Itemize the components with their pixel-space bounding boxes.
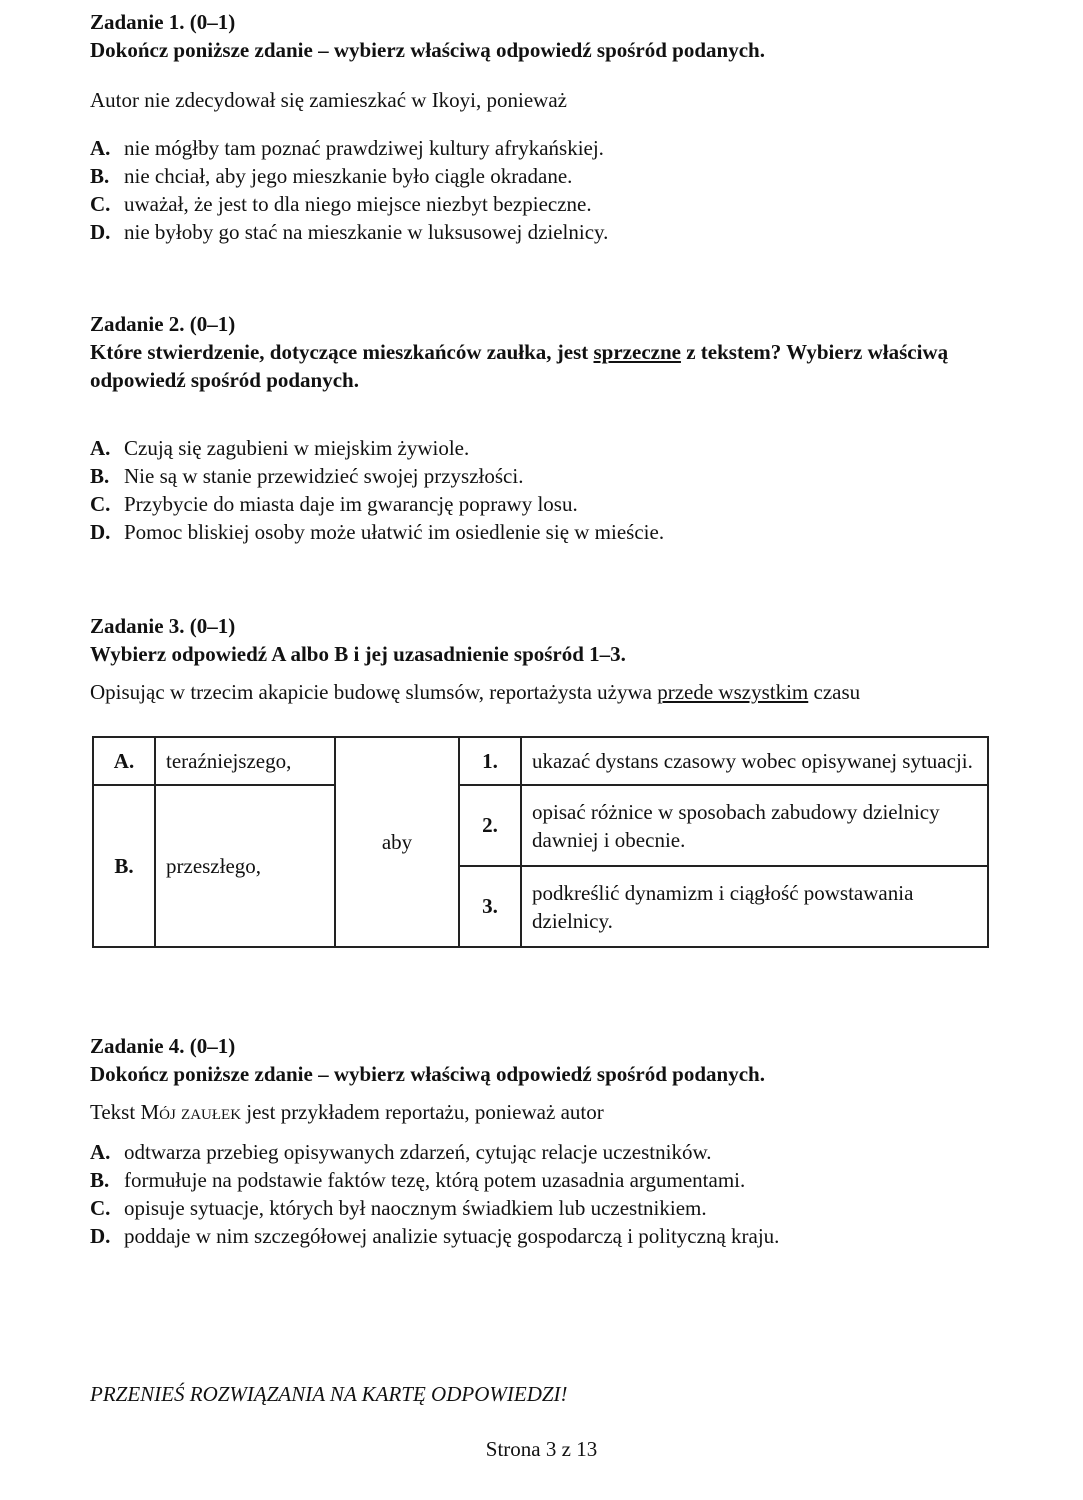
stem-text: Tekst — [90, 1100, 141, 1124]
task-2-option-c[interactable] — [90, 490, 995, 518]
option-letter: A. — [90, 436, 111, 460]
task-3-answer-grid — [92, 736, 989, 948]
instruction-text: z tekstem? Wybierz właściwą odpowiedź spośród podanych. — [90, 340, 949, 392]
option-letter: A. — [90, 1140, 111, 1164]
stem-emphasis: przede wszystkim — [657, 680, 809, 704]
choice-a-letter[interactable]: A. — [93, 737, 155, 785]
task-1-instruction: Dokończ poniższe zdanie – wybierz właściwą odpowiedź spośród podanych. — [90, 38, 765, 62]
task-2 — [90, 310, 995, 546]
option-text: formułuje na podstawie faktów tezę, którą potem uzasadnia argumentami. — [124, 1168, 746, 1192]
task-2-option-d[interactable] — [90, 518, 995, 546]
task-1-options — [90, 134, 995, 246]
reason-3-text: podkreślić dynamizm i ciągłość powstawania dzielnicy. — [521, 866, 988, 947]
choice-a-text: teraźniejszego, — [155, 737, 335, 785]
task-4-option-b[interactable] — [90, 1166, 995, 1194]
task-3 — [90, 612, 995, 706]
task-4-option-a[interactable] — [90, 1138, 995, 1166]
task-1 — [90, 8, 995, 246]
task-3-instruction: Wybierz odpowiedź A albo B i jej uzasadnienie spośród 1–3. — [90, 642, 626, 666]
option-text: Czują się zagubieni w miejskim żywiole. — [124, 436, 470, 460]
option-text: Przybycie do miasta daje im gwarancję poprawy losu. — [124, 492, 578, 516]
choice-b-letter[interactable]: B. — [93, 785, 155, 947]
reason-2-number[interactable]: 2. — [459, 785, 521, 866]
task-1-option-b[interactable] — [90, 162, 995, 190]
task-1-option-d[interactable] — [90, 218, 995, 246]
instruction-text: Które stwierdzenie, dotyczące mieszkańców zaułka, jest — [90, 340, 594, 364]
stem-text: czasu — [808, 680, 861, 704]
option-letter: D. — [90, 220, 111, 244]
option-letter: D. — [90, 1224, 111, 1248]
reason-2-text: opisać różnice w sposobach zabudowy dzielnicy dawniej i obecnie. — [521, 785, 988, 866]
task-4-options — [90, 1138, 995, 1250]
task-1-option-a[interactable] — [90, 134, 995, 162]
connector-aby: aby — [335, 737, 459, 947]
task-4-option-c[interactable] — [90, 1194, 995, 1222]
option-letter: D. — [90, 520, 111, 544]
option-text: poddaje w nim szczegółowej analizie sytuację gospodarczą i polityczną kraju. — [124, 1224, 780, 1248]
task-2-option-a[interactable] — [90, 434, 995, 462]
task-4-option-d[interactable] — [90, 1222, 995, 1250]
transfer-answers-note: PRZENIEŚ ROZWIĄZANIA NA KARTĘ ODPOWIEDZI! — [90, 1382, 568, 1406]
reason-1-text: ukazać dystans czasowy wobec opisywanej sytuacji. — [521, 737, 988, 785]
option-letter: C. — [90, 492, 111, 516]
option-letter: A. — [90, 136, 111, 160]
text-title: Mój zaułek — [140, 1100, 242, 1124]
reason-3-number[interactable]: 3. — [459, 866, 521, 947]
task-1-title: Zadanie 1. (0–1) — [90, 10, 236, 34]
option-letter: B. — [90, 464, 110, 488]
option-text: nie mógłby tam poznać prawdziwej kultury afrykańskiej. — [124, 136, 604, 160]
task-2-title: Zadanie 2. (0–1) — [90, 312, 236, 336]
task-3-title: Zadanie 3. (0–1) — [90, 614, 236, 638]
option-letter: C. — [90, 192, 111, 216]
task-1-stem: Autor nie zdecydował się zamieszkać w Ikoyi, ponieważ — [90, 88, 567, 112]
task-1-option-c[interactable] — [90, 190, 995, 218]
option-text: opisuje sytuacje, których był naocznym świadkiem lub uczestnikiem. — [124, 1196, 707, 1220]
reason-1-number[interactable]: 1. — [459, 737, 521, 785]
option-letter: C. — [90, 1196, 111, 1220]
stem-text: jest przykładem reportażu, ponieważ autor — [241, 1100, 604, 1124]
task-4 — [90, 1032, 995, 1250]
option-letter: B. — [90, 164, 110, 188]
option-text: Pomoc bliskiej osoby może ułatwić im osiedlenie się w mieście. — [124, 520, 665, 544]
option-text: nie byłoby go stać na mieszkanie w luksusowej dzielnicy. — [124, 220, 609, 244]
task-2-options — [90, 434, 995, 546]
option-text: nie chciał, aby jego mieszkanie było ciągle okradane. — [124, 164, 573, 188]
task-2-option-b[interactable] — [90, 462, 995, 490]
choice-b-text: przeszłego, — [155, 785, 335, 947]
option-letter: B. — [90, 1168, 110, 1192]
task-4-title: Zadanie 4. (0–1) — [90, 1034, 236, 1058]
instruction-emphasis: sprzeczne — [593, 340, 681, 364]
stem-text: Opisując w trzecim akapicie budowę slumsów, reportażysta używa — [90, 680, 658, 704]
task-4-stem — [90, 1098, 995, 1126]
task-3-stem — [90, 678, 995, 706]
option-text: odtwarza przebieg opisywanych zdarzeń, cytując relacje uczestników. — [124, 1140, 712, 1164]
option-text: uważał, że jest to dla niego miejsce niezbyt bezpieczne. — [124, 192, 592, 216]
task-2-instruction — [90, 338, 995, 394]
page-number: Strona 3 z 13 — [485, 1437, 598, 1461]
task-4-instruction: Dokończ poniższe zdanie – wybierz właściwą odpowiedź spośród podanych. — [90, 1062, 765, 1086]
option-text: Nie są w stanie przewidzieć swojej przyszłości. — [124, 464, 524, 488]
